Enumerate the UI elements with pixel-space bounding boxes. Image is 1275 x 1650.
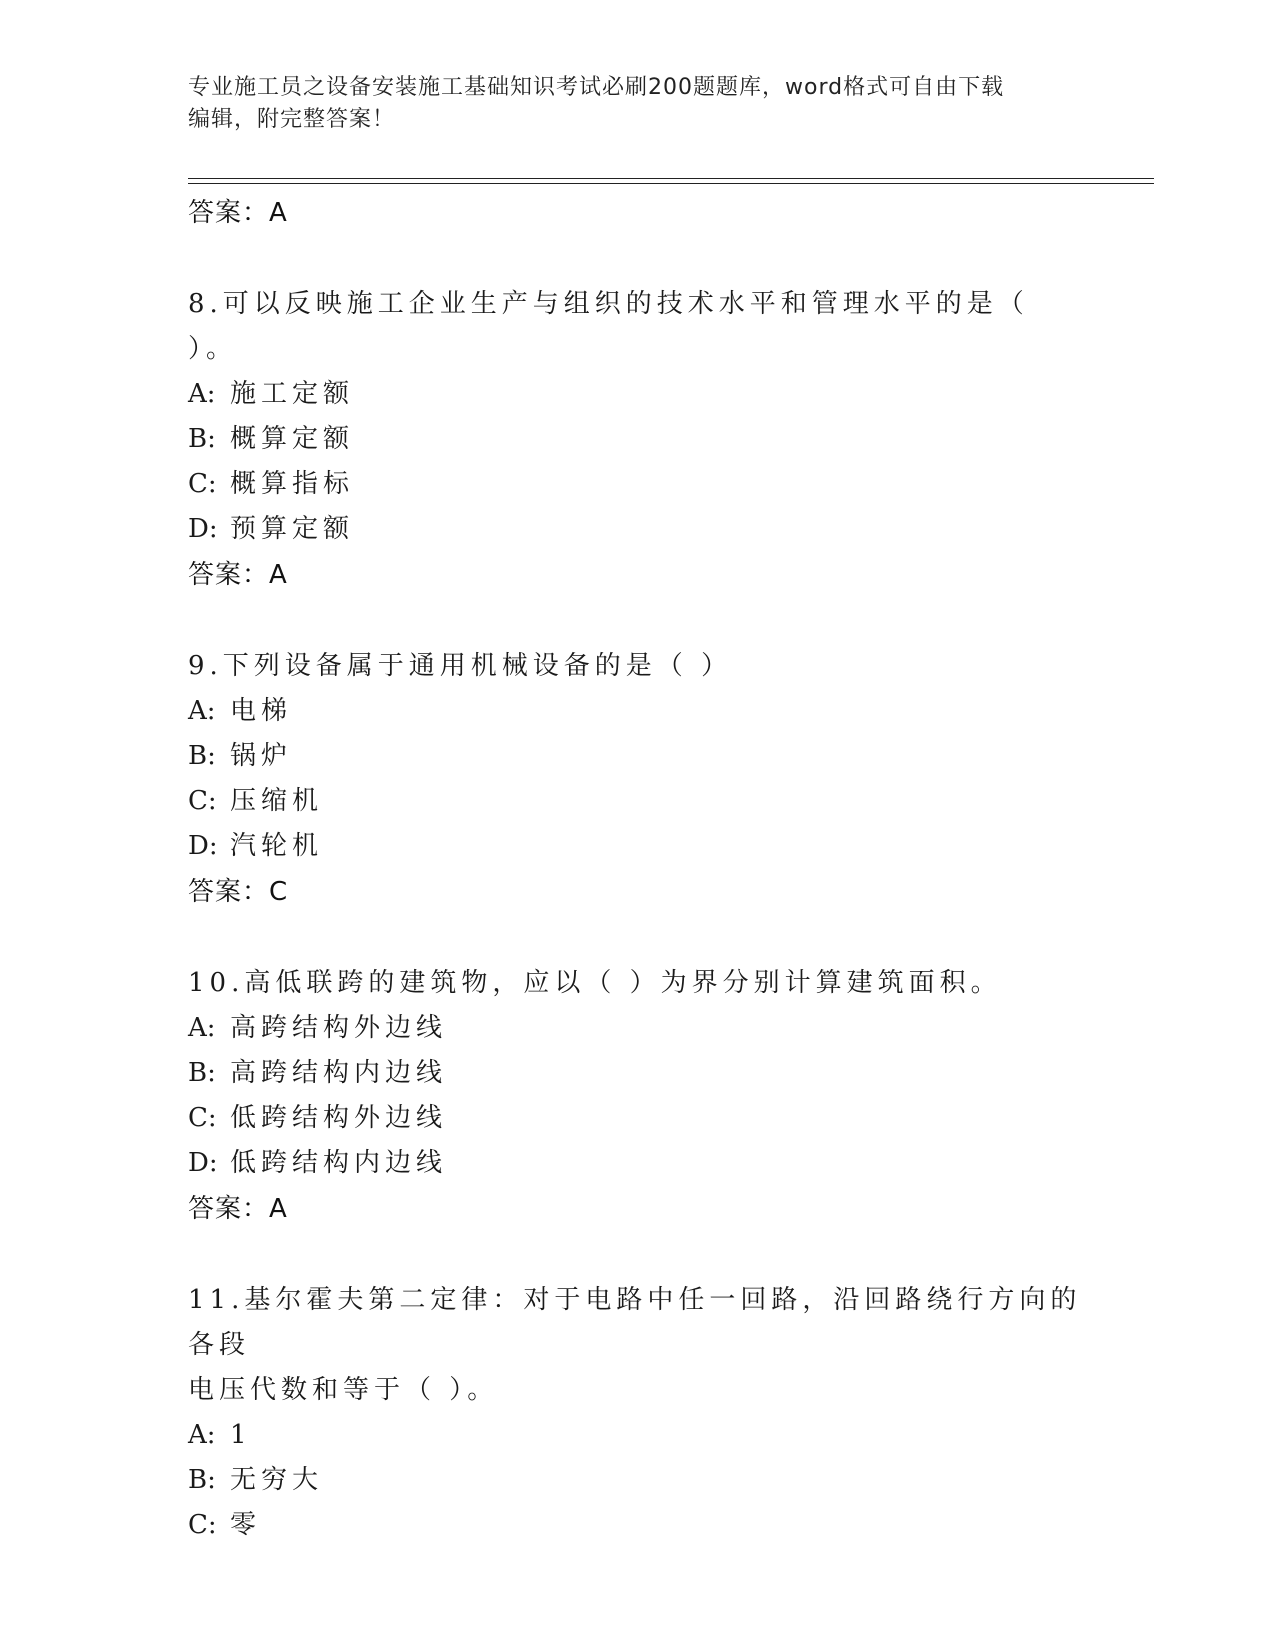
header-divider-bottom [188, 183, 1154, 184]
option-a [188, 1413, 1088, 1458]
option-text: 压缩机 [230, 786, 324, 816]
option-key: B: [188, 741, 216, 771]
option-text: 零 [230, 1510, 262, 1540]
option-d [188, 1141, 1088, 1186]
option-text: 高跨结构外边线 [230, 1013, 448, 1043]
question-11 [188, 1278, 1088, 1548]
answer-line: 答案：A [188, 560, 288, 590]
option-text: 高跨结构内边线 [230, 1058, 448, 1088]
answer-line: 答案：A [188, 1194, 288, 1224]
option-key: A: [188, 379, 216, 409]
option-text: 施工定额 [230, 379, 355, 409]
option-key: D: [188, 514, 218, 544]
question-text-line-2: 电压代数和等于（ ）。 [188, 1375, 499, 1405]
option-key: D: [188, 1148, 218, 1178]
document-body [188, 190, 1088, 1548]
option-text: 概算定额 [230, 424, 355, 454]
option-text: 低跨结构内边线 [230, 1148, 448, 1178]
option-text: 汽轮机 [230, 831, 324, 861]
answer-line: 答案：A [188, 198, 288, 228]
option-d [188, 824, 1088, 869]
option-b [188, 734, 1088, 779]
header-line-1: 专业施工员之设备安装施工基础知识考试必刷200题题库，word格式可自由下载 [188, 75, 1005, 100]
option-a [188, 372, 1088, 417]
option-c [188, 462, 1088, 507]
option-key: C: [188, 469, 217, 499]
document-header [188, 72, 1068, 136]
option-text: 电梯 [230, 696, 293, 726]
option-key: A: [188, 1420, 216, 1450]
option-key: B: [188, 1465, 216, 1495]
option-b [188, 417, 1088, 462]
option-c [188, 779, 1088, 824]
option-d [188, 507, 1088, 552]
option-c [188, 1096, 1088, 1141]
option-key: B: [188, 424, 216, 454]
answer-line: 答案：C [188, 877, 289, 907]
header-line-2: 编辑，附完整答案！ [188, 107, 396, 132]
question-text-line-1: 11.基尔霍夫第二定律：对于电路中任一回路，沿回路绕行方向的各段 [188, 1285, 1082, 1360]
option-key: A: [188, 696, 216, 726]
option-key: C: [188, 1510, 217, 1540]
question-10 [188, 961, 1088, 1232]
question-9 [188, 644, 1088, 915]
question-text: 10.高低联跨的建筑物，应以（ ）为界分别计算建筑面积。 [188, 968, 1002, 998]
option-b [188, 1458, 1088, 1503]
option-text: 概算指标 [230, 469, 355, 499]
option-text: 预算定额 [230, 514, 355, 544]
option-a [188, 689, 1088, 734]
question-8 [188, 282, 1088, 598]
header-divider-top [188, 178, 1154, 179]
option-text: 低跨结构外边线 [230, 1103, 448, 1133]
option-key: D: [188, 831, 218, 861]
question-text: 9.下列设备属于通用机械设备的是（ ） [188, 651, 733, 681]
option-key: C: [188, 1103, 217, 1133]
option-c [188, 1503, 1088, 1548]
option-key: A: [188, 1013, 216, 1043]
option-text: 无穷大 [230, 1465, 324, 1495]
option-text: 锅炉 [230, 741, 293, 771]
option-b [188, 1051, 1088, 1096]
option-key: B: [188, 1058, 216, 1088]
option-key: C: [188, 786, 217, 816]
question-text: 8.可以反映施工企业生产与组织的技术水平和管理水平的是（ ）。 [188, 289, 1029, 364]
option-text: 1 [230, 1420, 252, 1450]
option-a [188, 1006, 1088, 1051]
